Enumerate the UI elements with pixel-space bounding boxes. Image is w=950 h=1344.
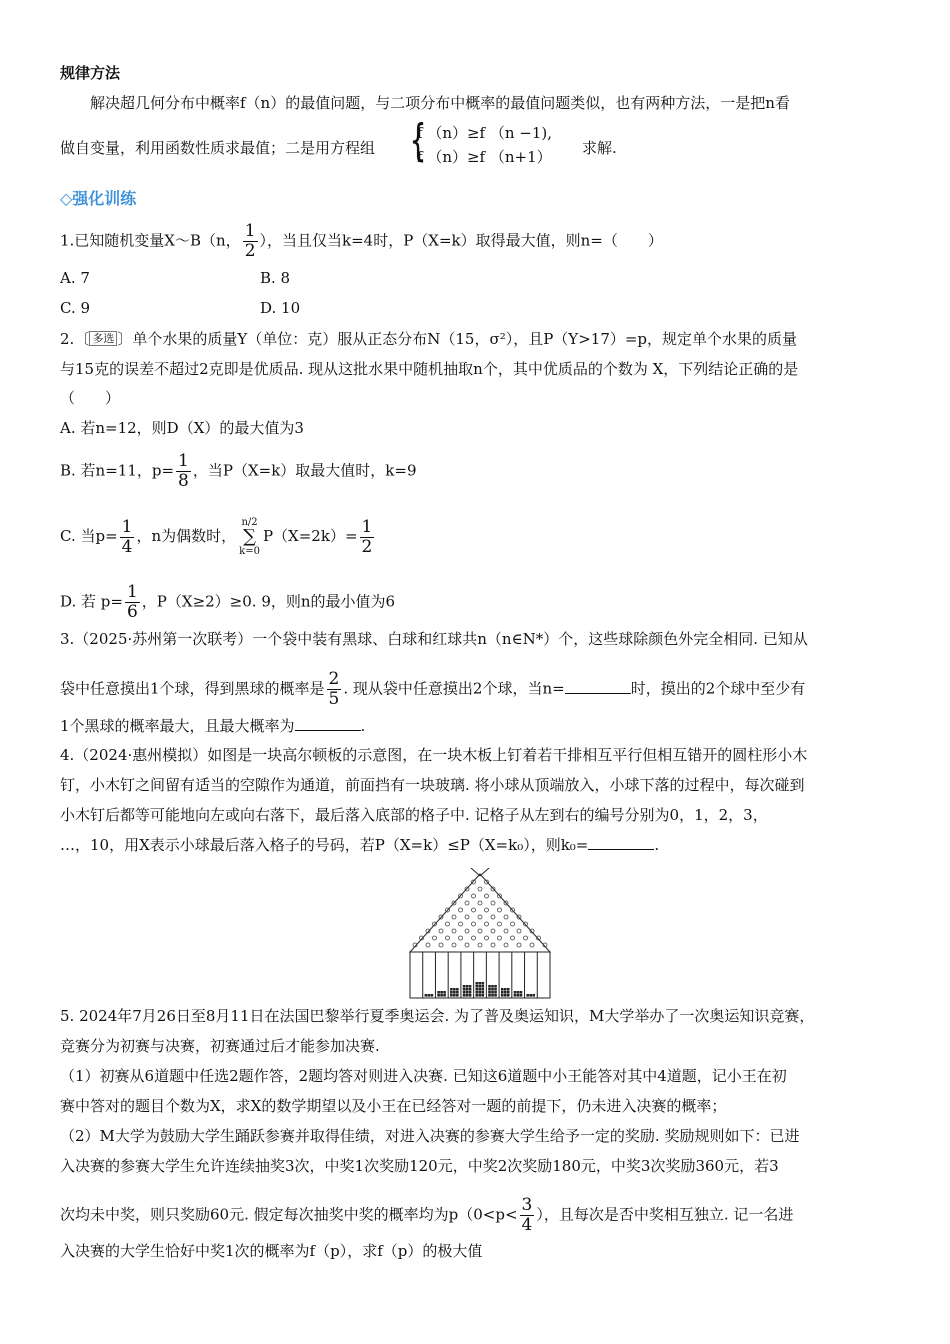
question-5-line2: 竞赛分为初赛与决赛，初赛通过后才能参加决赛. [60,1037,380,1055]
question-2-line1: 2.〔 多选 〕单个水果的质量Y（单位：克）服从正态分布N（15，σ²），且P（Y>17）=p，规定单个水果的质量 [60,330,798,348]
question-5-line5: （2）M大学为鼓励大学生踊跃参赛并取得佳绩，对进入决赛的参赛大学生给予一定的奖励. 奖励规则如下：已进 [60,1127,800,1145]
ball [482,991,485,994]
ball [526,994,529,997]
ball [504,988,507,991]
question-2-line3: （ ） [60,389,121,407]
ball [491,991,494,994]
question-5-line1: 5. 2024年7月26日至8月11日在法国巴黎举行夏季奥运会. 为了普及奥运知识，M大学举办了一次奥运知识竞赛， [60,1007,815,1025]
ball [507,994,510,997]
ball [453,991,456,994]
ball [514,994,517,997]
ball [425,994,428,997]
ball [450,994,453,997]
answer-blank-k0[interactable] [588,835,654,850]
option-b[interactable]: B. 8 [260,269,291,287]
ball [482,985,485,988]
option-c[interactable]: C. 9 [60,299,91,317]
question-5-line6: 入决赛的参赛大学生允许连续抽奖3次，中奖1次奖励120元，中奖2次奖励180元，中奖3次奖励360元，若3 [60,1157,779,1175]
ball [501,994,504,997]
question-3-line1: 3.（2025·苏州第一次联考）一个袋中装有黑球、白球和红球共n（n∈N*）个，这些球除颜色外完全相同. 已知从 [60,630,808,648]
ball [494,991,497,994]
ball [443,994,446,997]
ball [463,988,466,991]
method-line1: 解决超几何分布中概率f（n）的最值问题，与二项分布中概率的最值问题类似，也有两种方法，一是把n看 [90,94,790,112]
ball [466,994,469,997]
question-5-line3: （1）初赛从6道题中任选2题作答，2题均答对则进入决赛. 已知这6道题中小王能答对其中4道题，记小王在初 [60,1067,787,1085]
ball [504,994,507,997]
ball [482,994,485,997]
ball [507,988,510,991]
ball [463,991,466,994]
question-4-line1: 4.（2024·惠州模拟）如图是一块高尔顿板的示意图，在一块木板上钉着若干排相互平行但相互错开的圆柱形小木 [60,746,808,764]
ball [529,994,532,997]
ball [456,994,459,997]
ball [532,994,535,997]
ball [491,985,494,988]
ball [520,991,523,994]
ball [501,988,504,991]
question-4-line3: 小木钉后都等可能地向左或向右落下，最后落入底部的格子中. 记格子从左到右的编号分别为0，1，2，3， [60,806,768,824]
method-title: 规律方法 [60,64,121,82]
ball [476,988,479,991]
ball [443,991,446,994]
equation-bottom: f （n）≥f （n+1） [417,148,552,166]
ball [491,994,494,997]
ball [440,994,443,997]
ball [450,988,453,991]
ball [494,988,497,991]
ball [488,985,491,988]
method-line2-post: 求解. [582,139,617,157]
ball [488,988,491,991]
galton-board-figure [408,868,552,1000]
ball [466,985,469,988]
ball [453,988,456,991]
ball [517,994,520,997]
option-d[interactable]: D. 10 [260,299,301,317]
q2-option-d[interactable]: D. 若 p= $\frac{1}{6}$ ，P（X≥2）≥0. 9，则n的最小值为6 [60,582,396,622]
ball [479,991,482,994]
ball [479,982,482,985]
ball [466,988,469,991]
ball [469,985,472,988]
question-3-line3: 1个黑球的概率最大，且最大概率为 . [60,717,366,735]
answer-blank-probability[interactable] [295,716,361,731]
ball [463,994,466,997]
question-5-line4: 赛中答对的题目个数为X，求X的数学期望以及小王在已经答对一题的前提下，仍未进入决赛的概率； [60,1097,727,1115]
ball [437,991,440,994]
question-5-line7: 次均未中奖，则只奖励60元. 假定每次抽奖中奖的概率均为p（0<p< $\frac{3}{4}$ ），且每次是否中奖相互独立. 记一名进 [60,1195,794,1235]
ball [479,994,482,997]
ball [482,982,485,985]
option-a[interactable]: A. 7 [60,269,90,287]
ball [431,994,434,997]
question-5-line8: 入决赛的大学生恰好中奖1次的概率为f（p），求f（p）的极大值 [60,1242,483,1260]
question-3-line2: 袋中任意摸出1个球，得到黑球的概率是 $\frac{2}{5}$ . 现从袋中任意摸出2个球，当n= 时，摸出的2个球中至少有 [60,669,806,709]
question-4-line2: 钉，小木钉之间留有适当的空隙作为通道，前面挡有一块玻璃. 将小球从顶端放入，小球下落的过程中，每次碰到 [60,776,805,794]
ball [488,991,491,994]
ball [428,994,431,997]
answer-blank-n[interactable] [565,679,631,694]
section-title: ◇强化训练 [60,189,137,208]
ball [469,988,472,991]
question-2-line2: 与15克的误差不超过2克即是优质品. 现从这批水果中随机抽取n个，其中优质品的个数为 X，下列结论正确的是 [60,360,799,378]
ball [476,991,479,994]
ball [440,991,443,994]
ball [494,985,497,988]
ball [456,988,459,991]
equation-top: f （n）≥f （n −1), [417,124,553,142]
question-1: 1.已知随机变量X～B（n， $\frac{1}{2}$ ），当且仅当k=4时，P（X=k）取得最大值，则n=（ ） [60,221,663,261]
ball [463,985,466,988]
ball [456,991,459,994]
ball [482,988,485,991]
ball [476,982,479,985]
ball [501,991,504,994]
ball [488,994,491,997]
ball [479,988,482,991]
fraction-1-2: $\frac{1}{2}$ [244,221,256,261]
question-4-line4: …，10，用X表示小球最后落入格子的号码，若P（X=k）≤P（X=k₀），则k₀= . [60,836,660,854]
ball [453,994,456,997]
ball [469,991,472,994]
q2-option-c[interactable]: C. 当p= $\frac{1}{4}$ ，n为偶数时，n/2 ∑ k=0P（X=2k）= $\frac{1}{2}$ [60,516,373,557]
ball [437,994,440,997]
q2-option-a[interactable]: A. 若n=12，则D（X）的最大值为3 [60,419,304,437]
ball [517,991,520,994]
ball [469,994,472,997]
ball [494,994,497,997]
q2-option-b[interactable]: B. 若n=11，p= $\frac{1}{8}$ ，当P（X=k）取最大值时，k=9 [60,451,417,491]
ball [479,985,482,988]
ball [491,988,494,991]
summation-icon: n/2 ∑ k=0 [239,517,260,557]
ball [507,991,510,994]
ball [514,991,517,994]
system-brace-icon: { [409,115,427,166]
ball [520,994,523,997]
ball [476,994,479,997]
method-line2: 做自变量，利用函数性质求最值；二是用方程组 [60,139,376,157]
ball [476,985,479,988]
ball [450,991,453,994]
multi-select-tag: 多选 [89,331,117,346]
ball [466,991,469,994]
ball [504,991,507,994]
